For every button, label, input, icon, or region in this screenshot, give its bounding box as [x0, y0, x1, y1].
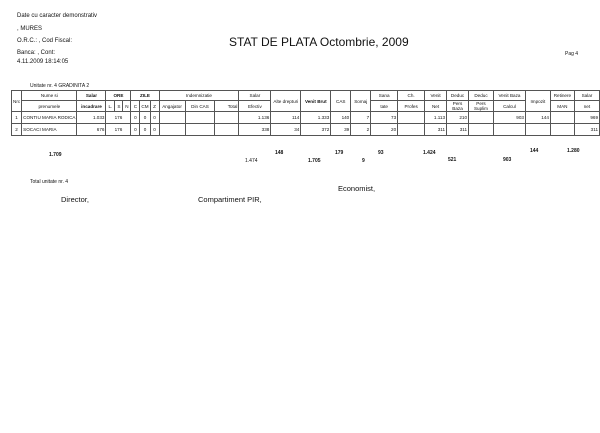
payroll-table — [11, 90, 600, 136]
col-deduc-supl-bottom: Pers Suplim — [469, 101, 494, 112]
cell-venit-baza: 903 — [493, 112, 525, 124]
col-deduc-pers-top: Deduc — [447, 91, 469, 101]
cell-retinere — [550, 112, 574, 124]
cell-venit-net: 311 — [425, 124, 447, 136]
col-retinere-bottom: MAN — [550, 101, 574, 112]
cell-sanatate: 73 — [371, 112, 398, 124]
header-orc-fiscal: O.R.C.: , Cod Fiscal: — [17, 38, 73, 44]
total-sanatate: 93 — [378, 150, 384, 156]
cell-somaj: 2 — [351, 124, 371, 136]
col-salar-net-top: Salar — [574, 91, 599, 101]
total-venit-net: 1.424 — [423, 150, 436, 156]
total-salar-incadrare: 1.709 — [49, 152, 62, 158]
header-bank-account: Banca: , Cont: — [17, 50, 56, 56]
signature-director: Director, — [61, 195, 89, 204]
col-impozit: Impozit — [525, 91, 550, 112]
total-venit-brut: 1.705 — [308, 158, 321, 164]
cell-deduc-supl — [469, 124, 494, 136]
col-ore-s: S — [115, 101, 123, 112]
col-retinere-top: Retinere — [550, 91, 574, 101]
total-salar-net: 1.280 — [567, 148, 580, 154]
cell-ch-profes — [398, 124, 425, 136]
signature-economist: Economist, — [338, 184, 376, 193]
cell-total — [215, 124, 239, 136]
col-somaj: Somaj — [351, 91, 371, 112]
cell-cas: 140 — [331, 112, 351, 124]
cell-zile-z: 0 — [150, 112, 159, 124]
total-salar-efectiv: 1.474 — [245, 158, 258, 164]
cell-venit-baza — [493, 124, 525, 136]
col-deduc-supl-top: Deduc — [469, 91, 494, 101]
cell-venit-net: 1.113 — [425, 112, 447, 124]
cell-nume: SOCACI MARIA — [22, 124, 77, 136]
col-sanatate-bottom: tate — [371, 101, 398, 112]
col-deduc-pers-bottom: Pers Baza — [447, 101, 469, 112]
col-indemnizatie: Indemnizatie — [159, 91, 239, 101]
cell-venit-brut: 372 — [301, 124, 331, 136]
cell-alte-drepturi: 34 — [271, 124, 301, 136]
col-nume-top: Nume si — [22, 91, 77, 101]
cell-deduc-pers: 210 — [447, 112, 469, 124]
total-alte-drepturi: 148 — [275, 150, 284, 156]
cell-salar-incadrare: 1.033 — [77, 112, 106, 124]
cell-salar-net: 311 — [574, 124, 599, 136]
cell-venit-brut: 1.333 — [301, 112, 331, 124]
total-somaj: 9 — [362, 158, 365, 164]
col-zile-z: Z — [150, 101, 159, 112]
col-venit-brut: Venit Brut — [301, 91, 331, 112]
col-ch-profes-bottom: Profes — [398, 101, 425, 112]
cell-somaj: 7 — [351, 112, 371, 124]
col-cas: CAS — [331, 91, 351, 112]
col-ore-n: N — [123, 101, 131, 112]
col-ore: ORE — [106, 91, 131, 101]
cell-din-cas — [185, 112, 215, 124]
col-zile: ZILE — [131, 91, 159, 101]
table-header-row-top — [12, 91, 600, 101]
cell-nume: CONTIU MARIA RODICA — [22, 112, 77, 124]
total-venit-baza: 903 — [503, 157, 512, 163]
col-nume-bottom: prenumele — [22, 101, 77, 112]
cell-zile-c: 0 — [131, 112, 140, 124]
col-sanatate-top: Sana — [371, 91, 398, 101]
header-company-note: Date cu caracter demonstrativ — [17, 13, 98, 19]
cell-salar-net: 969 — [574, 112, 599, 124]
col-venit-baza-bottom: Calcul — [493, 101, 525, 112]
page-number: Pag 4 — [565, 51, 579, 57]
cell-zile-c: 0 — [131, 124, 140, 136]
cell-ore-l: 176 — [106, 124, 131, 136]
cell-retinere — [550, 124, 574, 136]
col-ore-l: L. — [106, 101, 115, 112]
col-venit-net-bottom: Net — [425, 101, 447, 112]
total-deduc-pers: 521 — [448, 157, 457, 163]
cell-zile-z: 0 — [150, 124, 159, 136]
page-title: STAT DE PLATA Octombrie, 2009 — [229, 35, 409, 49]
cell-angajator — [159, 124, 185, 136]
header-location: , MURES — [17, 26, 43, 32]
col-salar-top: Salar — [77, 91, 106, 101]
cell-impozit: 144 — [525, 112, 550, 124]
cell-total — [215, 112, 239, 124]
unit-label: Unitate nr. 4 GRADINITA 2 — [30, 83, 90, 89]
col-salar-net-bottom: net — [574, 101, 599, 112]
cell-deduc-supl — [469, 112, 494, 124]
cell-angajator — [159, 112, 185, 124]
table-row — [12, 112, 600, 124]
col-ch-profes-top: Ch. — [398, 91, 425, 101]
col-angajator: Angajator — [159, 101, 185, 112]
col-total: Total — [215, 101, 239, 112]
cell-salar-efectiv: 338 — [239, 124, 271, 136]
col-venit-net-top: Venit — [425, 91, 447, 101]
signature-compartiment: Compartiment PIR, — [198, 195, 262, 204]
col-din-cas: Din CAS — [185, 101, 215, 112]
col-zile-cm: CM — [140, 101, 150, 112]
cell-ore-l: 176 — [106, 112, 131, 124]
cell-sanatate: 20 — [371, 124, 398, 136]
cell-ch-profes — [398, 112, 425, 124]
cell-alte-drepturi: 114 — [271, 112, 301, 124]
cell-salar-incadrare: 676 — [77, 124, 106, 136]
col-salar-bottom: incadrare — [77, 101, 106, 112]
cell-nrc: 2 — [12, 124, 22, 136]
cell-cas: 39 — [331, 124, 351, 136]
cell-deduc-pers: 311 — [447, 124, 469, 136]
col-alte-drepturi: Alte drepturi — [271, 91, 301, 112]
total-impozit: 144 — [530, 148, 539, 154]
cell-impozit — [525, 124, 550, 136]
cell-din-cas — [185, 124, 215, 136]
total-cas: 179 — [335, 150, 344, 156]
col-nrc: Nrc — [12, 91, 22, 112]
col-salar-efectiv-bottom: Efectiv — [239, 101, 271, 112]
cell-salar-efectiv: 1.136 — [239, 112, 271, 124]
cell-zile-cm: 0 — [140, 124, 150, 136]
table-row — [12, 124, 600, 136]
total-unit-label: Total unitate nr. 4 — [30, 179, 69, 185]
header-timestamp: 4.11.2009 18:14:05 — [17, 59, 69, 65]
cell-nrc: 1 — [12, 112, 22, 124]
cell-zile-cm: 0 — [140, 112, 150, 124]
col-zile-c: C — [131, 101, 140, 112]
col-venit-baza-top: Venit Baza — [493, 91, 525, 101]
col-salar-efectiv-top: Salar — [239, 91, 271, 101]
